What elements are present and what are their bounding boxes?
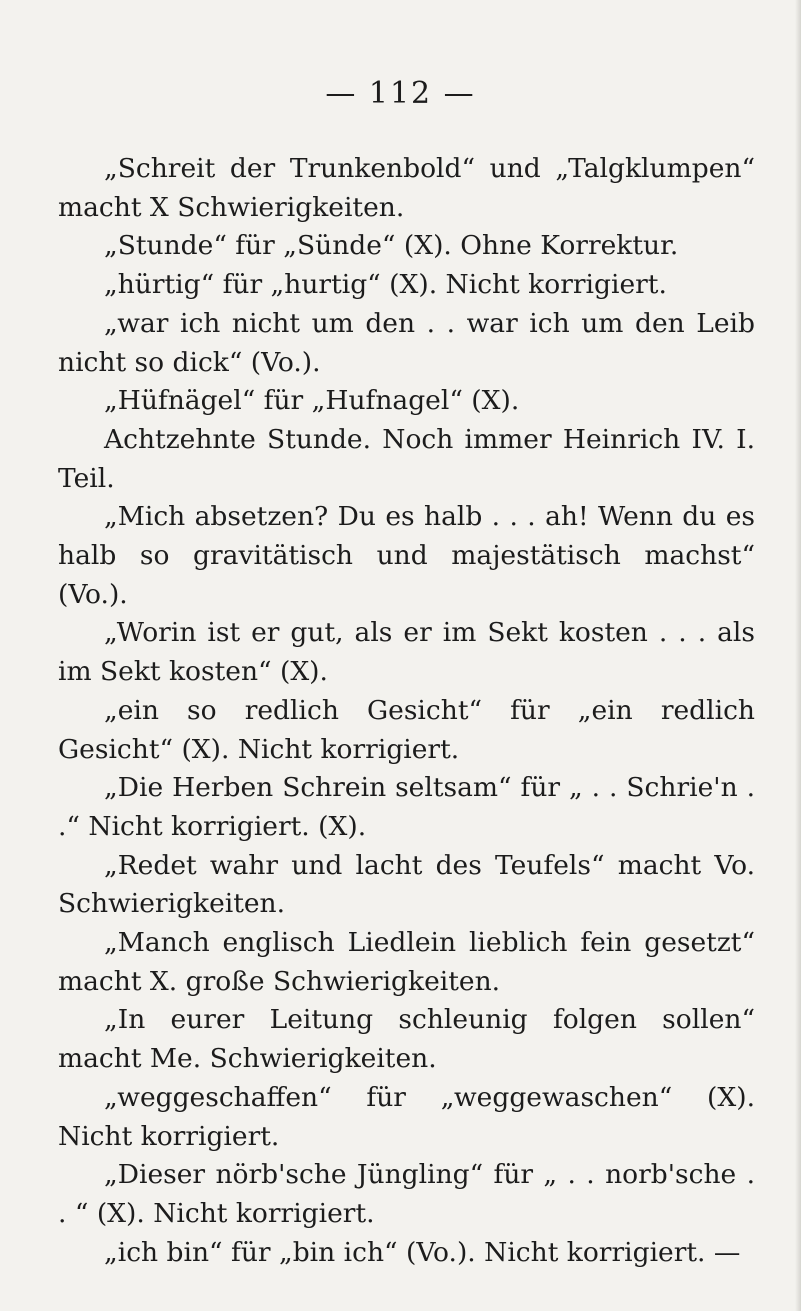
paragraph: „weggeschaffen“ für „weggewaschen“ (X). Nicht korrigiert. [58, 1081, 755, 1152]
page-edge-shadow [795, 0, 801, 1311]
paragraph: „Redet wahr und lacht des Teufels“ macht Vo. Schwierigkeiten. [58, 849, 755, 920]
paragraph: „war ich nicht um den . . war ich um den Leib nicht so dick“ (Vo.). [58, 307, 755, 378]
paragraph: „ich bin“ für „bin ich“ (Vo.). Nicht korrigiert. — [104, 1236, 741, 1268]
paragraph: „Die Herben Schrein seltsam“ für „ . . Schrie'n . .“ Nicht korrigiert. (X). [58, 772, 755, 842]
paragraph: „Mich absetzen? Du es halb . . . ah! Wenn du es halb so gravitätisch und majestätisch machst“ (Vo.). [58, 501, 755, 610]
paragraph: Achtzehnte Stunde. Noch immer Heinrich IV. I. Teil. [58, 423, 755, 494]
paragraph: „In eurer Leitung schleunig folgen sollen“ macht Me. Schwierigkeiten. [58, 1004, 755, 1075]
page-number: — 112 — [325, 76, 476, 111]
body-text [58, 150, 755, 1272]
paragraph: „Schreit der Trunkenbold“ und „Talgklumpen“ macht X Schwierigkeiten. [58, 153, 755, 223]
paragraph: „Worin ist er gut, als er im Sekt kosten . . . als im Sekt kosten“ (X). [58, 617, 755, 688]
paragraph: „Stunde“ für „Sünde“ (X). Ohne Korrektur. [104, 230, 679, 262]
paragraph: „hürtig“ für „hurtig“ (X). Nicht korrigiert. [104, 269, 667, 301]
paragraph: „ein so redlich Gesicht“ für „ein redlich Gesicht“ (X). Nicht korrigiert. [58, 694, 755, 765]
paragraph: „Dieser nörb'sche Jüngling“ für „ . . norb'sche . . “ (X). Nicht korrigiert. [58, 1159, 755, 1229]
paragraph: „Hüfnägel“ für „Hufnagel“ (X). [104, 385, 520, 417]
paragraph: „Manch englisch Liedlein lieblich fein gesetzt“ macht X. große Schwierigkeiten. [58, 927, 755, 997]
